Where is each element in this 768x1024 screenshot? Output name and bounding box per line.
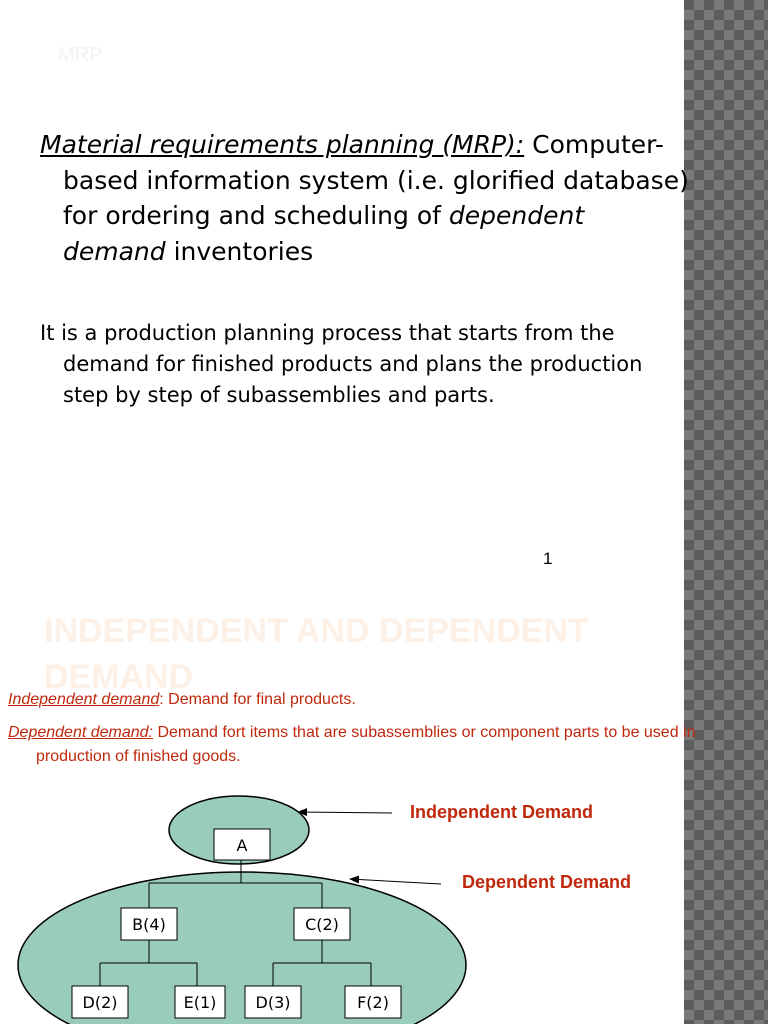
mrp-definition-text-end: inventories xyxy=(165,236,314,266)
independent-demand-definition xyxy=(8,688,748,712)
independent-demand-arrow xyxy=(298,812,392,813)
node-a-label: A xyxy=(236,836,248,855)
slide2-title: INDEPENDENT AND DEPENDENT DEMAND xyxy=(44,612,589,696)
mrp-definition-paragraph xyxy=(40,127,690,269)
dependent-demand-label: Dependent Demand xyxy=(462,872,632,892)
dependent-demand-emphasis: dependent demand xyxy=(63,201,585,266)
node-b xyxy=(121,908,177,940)
dependent-demand-definition xyxy=(8,721,748,769)
node-d2 xyxy=(72,986,128,1018)
node-d3-label: D(3) xyxy=(255,993,291,1012)
node-d2-label: D(2) xyxy=(82,993,118,1012)
slide-title: MRP xyxy=(58,44,103,66)
definition-term: Independent demand xyxy=(8,691,160,708)
definition-text: : Demand for final products. xyxy=(159,691,356,708)
node-e1 xyxy=(175,986,225,1018)
product-structure-diagram xyxy=(0,790,768,1024)
page-number: 1 xyxy=(543,549,553,568)
node-e1-label: E(1) xyxy=(183,993,217,1012)
mrp-process-paragraph: It is a production planning process that starts from the demand for finished products and plans the production step by step of subassemblies and parts. xyxy=(40,321,643,407)
mrp-definition-text: Computer-based information system (i.e. glorified database) for ordering and scheduling of xyxy=(63,130,689,230)
node-c-label: C(2) xyxy=(305,915,339,934)
dependent-demand-arrow xyxy=(350,879,441,884)
node-a xyxy=(214,829,270,860)
definition-text: Demand fort items that are subassemblies or component parts to be used in production of finished goods. xyxy=(36,724,696,765)
independent-demand-label: Independent Demand xyxy=(410,802,594,822)
node-f2-label: F(2) xyxy=(357,993,389,1012)
node-c xyxy=(294,908,350,940)
mrp-term: Material requirements planning (MRP): xyxy=(40,130,525,159)
node-d3 xyxy=(245,986,301,1018)
definition-term: Dependent demand: xyxy=(8,724,153,741)
node-b-label: B(4) xyxy=(132,915,166,934)
node-f2 xyxy=(345,986,401,1018)
